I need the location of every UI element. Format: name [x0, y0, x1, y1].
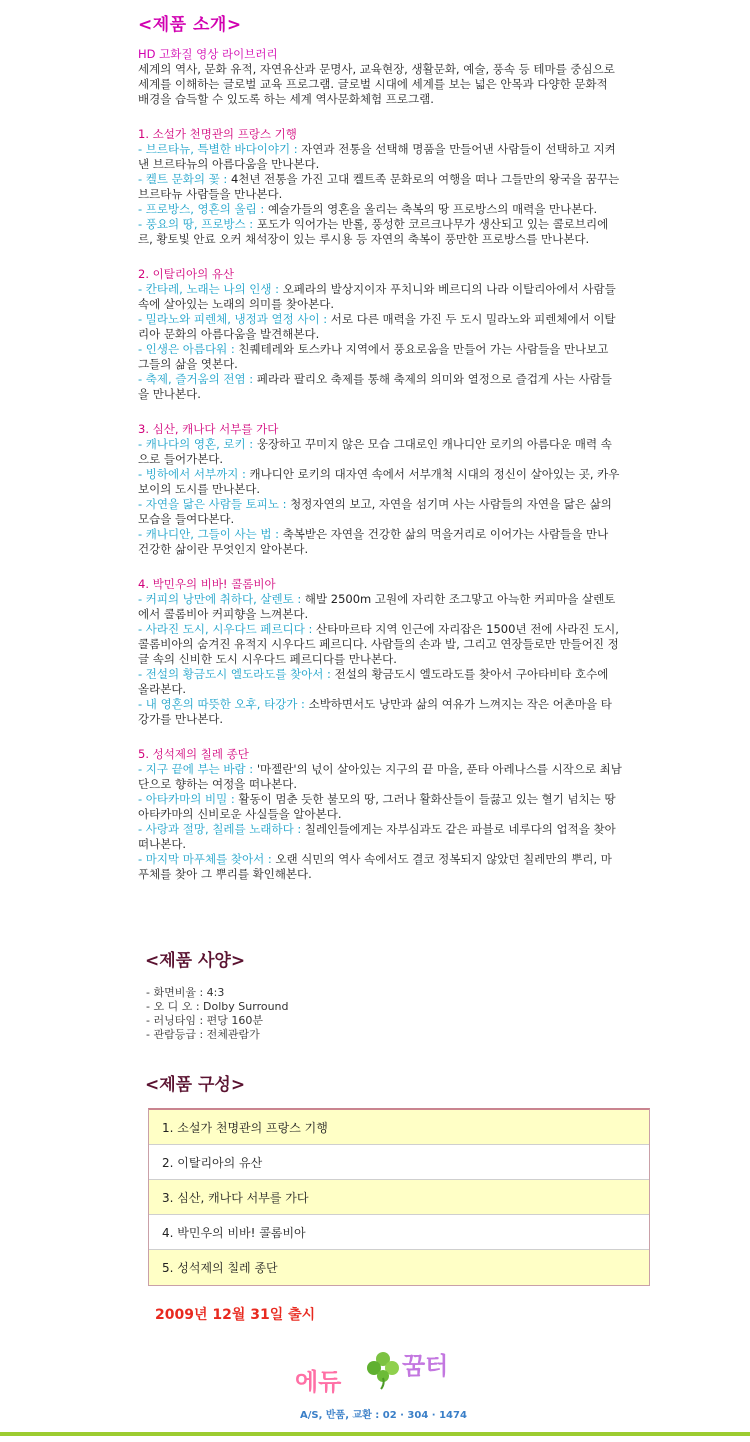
episode-description: 칠레인들에게는 자부심과도 같은 파블로 네루다의 업적을 찾아 떠나본다.: [138, 822, 616, 851]
intro-heading: <제품 소개>: [138, 15, 242, 35]
episode-description: 웅장하고 꾸미지 않은 모습 그대로인 캐나디안 로키의 아름다운 매력 속으로 들어가본다.: [138, 437, 612, 466]
composition-table: [148, 1108, 650, 1286]
as-contact: A/S, 반품, 교환 : 02 · 304 · 1474: [300, 1410, 467, 1421]
episode-subtitle: - 축제, 즐거움의 전염 :: [138, 372, 254, 386]
episode-subtitle: - 밀라노와 피렌체, 냉정과 열정 사이 :: [138, 312, 328, 326]
episode-subtitle: - 브르타뉴, 특별한 바다이야기 :: [138, 142, 298, 156]
episode-subtitle: - 프로방스, 영혼의 울림 :: [138, 202, 265, 216]
episode-subtitle: - 아타카마의 비밀 :: [138, 792, 235, 806]
episode-item: [138, 622, 622, 667]
episode-subtitle: - 내 영혼의 따뜻한 오후, 타강가 :: [138, 697, 305, 711]
spec-heading: <제품 사양>: [145, 951, 246, 971]
composition-row: 3. 심산, 캐나다 서부를 가다: [149, 1180, 649, 1215]
episode-description: 소박하면서도 낭만과 삶의 여유가 느껴지는 작은 어촌마을 타강가를 만나본다.: [138, 697, 612, 726]
episode-item: [138, 527, 622, 557]
episode-item: [138, 592, 622, 622]
episode-title: 2. 이탈리아의 유산: [138, 267, 235, 281]
episode-item: [138, 342, 622, 372]
composition-row: 2. 이탈리아의 유산: [149, 1145, 649, 1180]
episode-description: 오페라의 발상지이자 푸치니와 베르디의 나라 이탈리아에서 사람들 속에 살아있는 노래의 의미를 찾아본다.: [138, 282, 616, 311]
episode-item: [138, 217, 622, 247]
episode-description: 페라라 팔리오 축제를 통해 축제의 의미와 열정으로 즐겁게 사는 사람들을 만나본다.: [138, 372, 612, 401]
episode-section: [138, 747, 622, 882]
episode-item: [138, 667, 622, 697]
episode-description: 포도가 익어가는 반롤, 풍성한 코르크나무가 생산되고 있는 콜로브리에르, 황토빛 안료 오커 채석장이 있는 루시용 등 자연의 축복이 풍만한 프로방스를 만나본다.: [138, 217, 609, 246]
episode-item: [138, 142, 622, 172]
episode-title: 4. 박민우의 비바! 콜롬비아: [138, 577, 276, 591]
spec-list: [146, 986, 289, 1042]
episode-item: [138, 822, 622, 852]
episode-subtitle: - 자연을 닮은 사람들 토피노 :: [138, 497, 287, 511]
episode-description: 전설의 황금도시 엘도라도를 찾아서 구아타비타 호수에 올라본다.: [138, 667, 609, 696]
release-date: 2009년 12월 31일 출시: [155, 1307, 316, 1323]
intro-text: 세계의 역사, 문화 유적, 자연유산과 문명사, 교육현장, 생활문화, 예술, 풍속 등 테마를 중심으로 세계를 이해하는 글로벌 교육 프로그램. 글로벌 시대에 세계를 보는 넓은 안목과 다양한 문화적 배경을 습득할 수 있도록 하는 세계 역사문화체험 프로그램.: [138, 62, 615, 106]
bottom-bar: [0, 1432, 750, 1436]
episode-section: [138, 127, 622, 247]
episode-subtitle: - 켈트 문화의 꽃 :: [138, 172, 228, 186]
episode-subtitle: - 지구 끝에 부는 바람 :: [138, 762, 254, 776]
episode-item: [138, 312, 622, 342]
episode-sections: [138, 127, 622, 882]
composition-heading: <제품 구성>: [145, 1075, 246, 1095]
episode-description: 예술가들의 영혼을 울리는 축복의 땅 프로방스의 매력을 만나본다.: [264, 202, 598, 216]
episode-subtitle: - 사랑과 절망, 칠레를 노래하다 :: [138, 822, 302, 836]
episode-description: 오랜 식민의 역사 속에서도 결코 정복되지 않았던 칠레만의 뿌리, 마푸체를 찾아 그 뿌리를 확인해본다.: [138, 852, 612, 881]
logo-text-left: 에듀: [295, 1368, 342, 1396]
episode-subtitle: - 칸타레, 노래는 나의 인생 :: [138, 282, 280, 296]
episode-subtitle: - 빙하에서 서부까지 :: [138, 467, 246, 481]
logo-text-right: 꿈터: [402, 1352, 449, 1380]
episode-item: [138, 282, 622, 312]
episode-title: 1. 소설가 천명관의 프랑스 기행: [138, 127, 297, 141]
content-column: [138, 10, 622, 882]
spec-item: - 관람등급 : 전체관람가: [146, 1028, 260, 1041]
episode-description: 축복받은 자연을 건강한 삶의 먹을거리로 이어가는 사람들을 만나 건강한 삶이란 무엇인지 알아본다.: [138, 527, 609, 556]
episode-description: 해발 2500m 고원에 자리한 조그맣고 아늑한 커피마을 살렌토에서 콜롬비아 커피향을 느껴본다.: [138, 592, 616, 621]
clover-icon: [365, 1350, 401, 1390]
spec-item: - 화면비율 : 4:3: [146, 986, 225, 999]
episode-item: [138, 762, 622, 792]
episode-item: [138, 852, 622, 882]
spec-item: - 오 디 오 : Dolby Surround: [146, 1000, 289, 1013]
episode-description: 서로 다른 매력을 가진 두 도시 밀라노와 피렌체에서 이탈리아 문화의 아름다움을 발견해본다.: [138, 312, 616, 341]
episode-description: 자연과 전통을 선택해 명품을 만들어낸 사람들이 선택하고 지켜낸 브르타뉴의 아름다움을 만나본다.: [138, 142, 616, 171]
episode-description: 캐나디안 로키의 대자연 속에서 서부개척 시대의 정신이 살아있는 곳, 카우보이의 도시를 만나본다.: [138, 467, 620, 496]
composition-row: 1. 소설가 천명관의 프랑스 기행: [149, 1110, 649, 1145]
spec-item: - 러닝타임 : 편당 160분: [146, 1014, 264, 1027]
edu-kkumteo-logo: [290, 1336, 470, 1396]
composition-row: 4. 박민우의 비바! 콜롬비아: [149, 1215, 649, 1250]
episode-item: [138, 437, 622, 467]
episode-subtitle: - 캐나다의 영혼, 로키 :: [138, 437, 254, 451]
episode-description: 친퀘테레와 토스카나 지역에서 풍요로움을 만들어 가는 사람들을 만나보고 그들의 삶을 엿본다.: [138, 342, 609, 371]
episode-item: [138, 467, 622, 497]
episode-item: [138, 697, 622, 727]
episode-section: [138, 267, 622, 402]
episode-title: 5. 성석제의 칠레 종단: [138, 747, 249, 761]
episode-section: [138, 577, 622, 727]
episode-item: [138, 172, 622, 202]
episode-subtitle: - 전설의 황금도시 엘도라도를 찾아서 :: [138, 667, 331, 681]
episode-title: 3. 심산, 캐나다 서부를 가다: [138, 422, 279, 436]
intro-title: HD 고화질 영상 라이브러리: [138, 47, 278, 61]
episode-subtitle: - 인생은 아름다워 :: [138, 342, 235, 356]
episode-item: [138, 202, 622, 217]
episode-item: [138, 792, 622, 822]
episode-description: 청정자연의 보고, 자연을 섬기며 사는 사람들의 자연을 닮은 삶의 모습을 들여다본다.: [138, 497, 612, 526]
episode-subtitle: - 캐나디안, 그들이 사는 법 :: [138, 527, 280, 541]
episode-item: [138, 372, 622, 402]
episode-subtitle: - 풍요의 땅, 프로방스 :: [138, 217, 254, 231]
episode-description: 산타마르타 지역 인근에 자리잡은 1500년 전에 사라진 도시, 콜롬비아의 숨겨진 유적지 시우다드 페르디다. 사람들의 손과 발, 그리고 연장들로만 만들어진 정글 속의 신비한 도시 시우다드 페르디다를 만나본다.: [138, 622, 619, 666]
episode-description: 4천년 전통을 가진 고대 켈트족 문화로의 여행을 떠나 그들만의 왕국을 꿈꾸는 브르타뉴 사람들을 만나본다.: [138, 172, 620, 201]
episode-description: '마젤란'의 넋이 살아있는 지구의 끝 마을, 푼타 아레나스를 시작으로 최남단으로 향하는 여정을 떠나본다.: [138, 762, 622, 791]
episode-subtitle: - 사라진 도시, 시우다드 페르디다 :: [138, 622, 313, 636]
composition-row: 5. 성석제의 칠레 종단: [149, 1250, 649, 1285]
episode-subtitle: - 커피의 낭만에 취하다, 살렌토 :: [138, 592, 302, 606]
episode-description: 활동이 멈춘 듯한 불모의 땅, 그러나 활화산들이 들끓고 있는 혈기 넘치는 땅 아타카마의 신비로운 사실들을 알아본다.: [138, 792, 616, 821]
episode-section: [138, 422, 622, 557]
episode-subtitle: - 마지막 마푸체를 찾아서 :: [138, 852, 272, 866]
episode-item: [138, 497, 622, 527]
